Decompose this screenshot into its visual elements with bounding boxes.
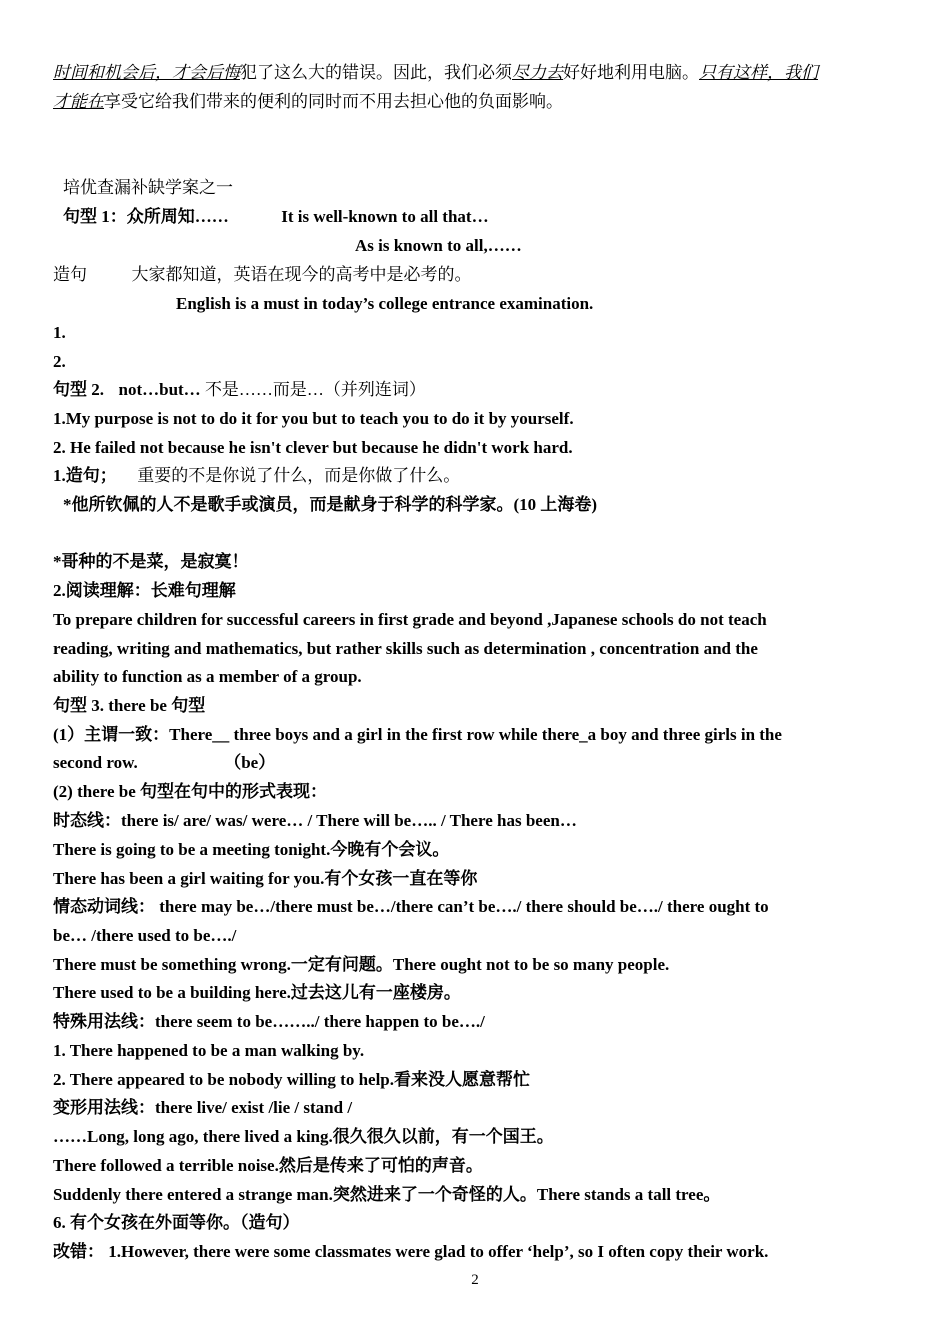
- task-text: 重要的不是你说了什么，而是你做了什么。: [137, 466, 461, 485]
- pattern-1-sentence-english: English is a must in today’s college entrance examination.: [176, 294, 594, 313]
- top-paragraph-line-1: [53, 58, 900, 87]
- answer-line-1: 1.: [53, 323, 66, 342]
- reading-line-2: reading, writing and mathematics, but rather skills such as determination , concentration and the: [53, 639, 758, 658]
- tense-line: 时态线：there is/ are/ was/ were… / There will be….. / There has been…: [53, 811, 577, 830]
- modal-line-2: be… /there used to be…./: [53, 926, 237, 945]
- pattern-2-example-2: 2. He failed not because he isn't clever but because he didn't work hard.: [53, 438, 573, 457]
- pattern-2-structure: not…but…: [118, 380, 201, 399]
- underlined-phrase: 只有这样，我们: [699, 63, 818, 82]
- modal-example-2: There used to be a building here.过去这儿有一座楼房。: [53, 983, 461, 1002]
- correction-line: 改错： 1.However, there were some classmates were glad to offer ‘help’, so I often copy their work.: [53, 1242, 769, 1261]
- section-heading: 培优查漏补缺学案之一: [63, 178, 233, 197]
- special-example-2: 2. There appeared to be nobody willing to help.看来没人愿意帮忙: [53, 1070, 530, 1089]
- modal-example-1: There must be something wrong.一定有问题。There ought not to be so many people.: [53, 955, 670, 974]
- agreement-line-2: [53, 748, 900, 777]
- pattern-2-number: 句型 2.: [53, 380, 104, 399]
- sentence-chinese: 大家都知道，英语在现今的高考中是必考的。: [131, 265, 472, 284]
- task-label: 1.造句；: [53, 466, 117, 485]
- variant-example-2: There followed a terrible noise.然后是传来了可怕的声音。: [53, 1156, 483, 1175]
- agreement-hint: （be）: [224, 753, 276, 772]
- pattern-2-example-1: 1.My purpose is not to do it for you but to teach you to do it by yourself.: [53, 409, 574, 428]
- variant-example-1: ……Long, long ago, there lived a king.很久很久以前，有一个国王。: [53, 1127, 554, 1146]
- text-segment: 享受它给我们带来的便利的同时而不用去担心他的负面影响。: [104, 92, 563, 111]
- reading-line-1: To prepare children for successful careers in first grade and beyond ,Japanese schools do not teach: [53, 610, 767, 629]
- answer-line-2: 2.: [53, 352, 66, 371]
- variant-usage-line: 变形用法线：there live/ exist /lie / stand /: [53, 1098, 353, 1117]
- forms-label: (2) there be 句型在句中的形式表现：: [53, 782, 328, 801]
- underlined-phrase: 时间和机会后，才会后悔: [53, 63, 240, 82]
- modal-line-1: 情态动词线： there may be…/there must be…/there can’t be…./ there should be…./ there ought to: [53, 897, 769, 916]
- pattern-1-sentence-task: [53, 260, 900, 289]
- text-segment: 犯了这么大的错误。因此，我们必须: [240, 63, 512, 82]
- pattern-2-task-3: *哥种的不是菜，是寂寞！: [53, 552, 249, 571]
- pattern-2-meaning: 不是……而是…（并列连词）: [204, 380, 426, 399]
- special-example-1: 1. There happened to be a man walking by.: [53, 1041, 365, 1060]
- pattern-1-english-2: As is known to all,……: [355, 236, 522, 255]
- underlined-phrase: 尽力去: [512, 63, 563, 82]
- agreement-text: second row.: [53, 753, 138, 772]
- pattern-2-task-1: [53, 461, 900, 490]
- reading-line-3: ability to function as a member of a group.: [53, 667, 362, 686]
- page-number: 2: [471, 1272, 479, 1288]
- pattern-2-task-2: *他所钦佩的人不是歌手或演员，而是献身于科学的科学家。(10 上海卷): [63, 495, 598, 514]
- sentence-label: 造句: [53, 265, 87, 284]
- text-segment: 好好地利用电脑。: [563, 63, 699, 82]
- pattern-2-label: [53, 375, 900, 404]
- special-usage-line: 特殊用法线：there seem to be……../ there happen to be…./: [53, 1012, 485, 1031]
- task-6: 6. 有个女孩在外面等你。（造句）: [53, 1213, 300, 1232]
- tense-example-2: There has been a girl waiting for you.有个女孩一直在等你: [53, 869, 478, 888]
- variant-example-3: Suddenly there entered a strange man.突然进来了一个奇怪的人。There stands a tall tree。: [53, 1185, 721, 1204]
- reading-label: 2.阅读理解：长难句理解: [53, 581, 236, 600]
- top-paragraph-line-2: [53, 87, 900, 116]
- pattern-1-english-1: It is well-known to all that…: [281, 207, 489, 226]
- pattern-1-label: [63, 202, 900, 231]
- underlined-phrase: 才能在: [53, 92, 104, 111]
- agreement-line-1: (1）主谓一致：There__ three boys and a girl in the first row while there_a boy and three girls in the: [53, 725, 782, 744]
- pattern-1-title: 句型 1：众所周知……: [63, 207, 229, 226]
- pattern-3-label: 句型 3. there be 句型: [53, 696, 206, 715]
- tense-example-1: There is going to be a meeting tonight.今晚有个会议。: [53, 840, 450, 859]
